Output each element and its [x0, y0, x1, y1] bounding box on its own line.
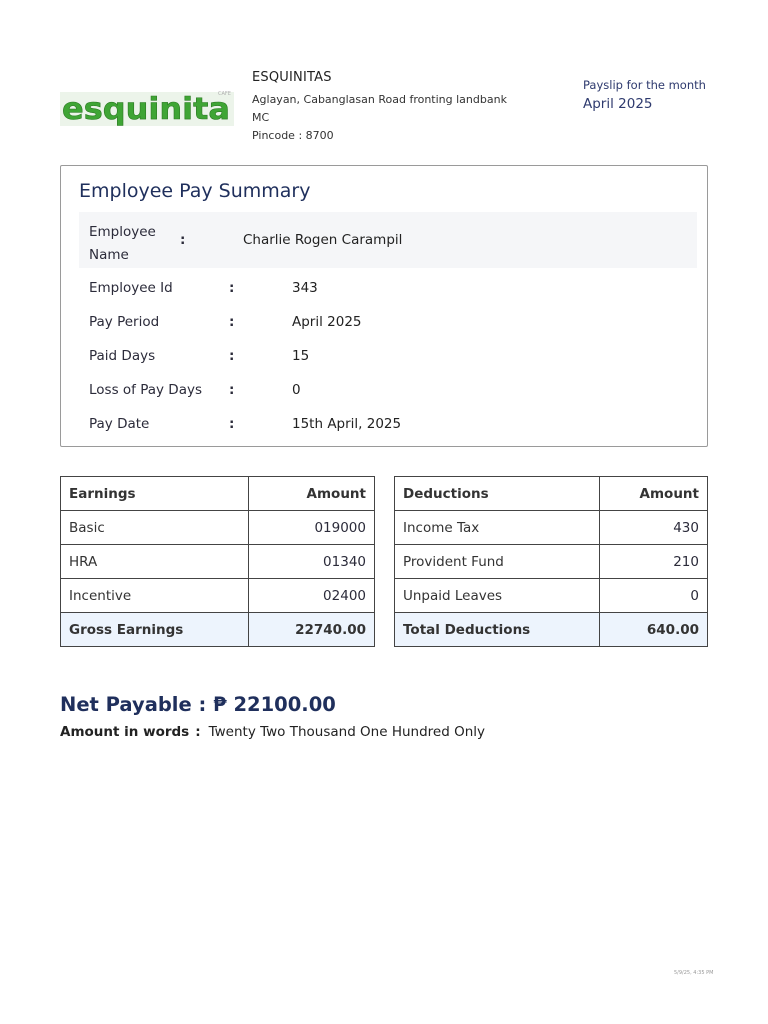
- deduction-label: Provident Fund: [395, 545, 600, 579]
- employee-pay-summary: [60, 165, 708, 447]
- deduction-amount: 0: [599, 579, 707, 613]
- company-address-line2: MC: [252, 111, 270, 124]
- deductions-header-row: [395, 477, 708, 511]
- earnings-row: [61, 545, 375, 579]
- earning-label: HRA: [61, 545, 249, 579]
- summary-row-paid-days: [89, 348, 689, 372]
- amount-in-words-label: Amount in words: [60, 724, 190, 740]
- summary-colon: :: [229, 348, 235, 364]
- summary-value: 15th April, 2025: [292, 416, 402, 432]
- company-info: [252, 70, 542, 145]
- earning-label: Incentive: [61, 579, 249, 613]
- deductions-row: [395, 579, 708, 613]
- total-deductions-label: Total Deductions: [395, 613, 600, 647]
- deductions-row: [395, 545, 708, 579]
- summary-label: Pay Date: [89, 416, 150, 432]
- amount-in-words: [60, 724, 485, 740]
- logo-wordmark: esquinita: [62, 92, 230, 127]
- summary-colon: :: [229, 416, 235, 432]
- summary-value: April 2025: [292, 314, 362, 330]
- earning-amount: 01340: [249, 545, 375, 579]
- summary-colon: :: [229, 314, 235, 330]
- deductions-table: [394, 476, 708, 647]
- deduction-label: Income Tax: [395, 511, 600, 545]
- company-logo: [60, 86, 234, 128]
- earning-amount: 019000: [249, 511, 375, 545]
- summary-row-employee-name: [79, 212, 697, 268]
- deduction-label: Unpaid Leaves: [395, 579, 600, 613]
- gross-earnings-row: [61, 613, 375, 647]
- summary-value: 0: [292, 382, 301, 398]
- summary-value: 343: [292, 280, 318, 296]
- earnings-table: [60, 476, 375, 647]
- print-timestamp: 5/9/25, 4:35 PM: [674, 970, 714, 976]
- deductions-row: [395, 511, 708, 545]
- earnings-row: [61, 511, 375, 545]
- amount-in-words-colon: :: [195, 724, 201, 740]
- summary-colon: :: [229, 280, 235, 296]
- total-deductions-amount: 640.00: [599, 613, 707, 647]
- deduction-amount: 210: [599, 545, 707, 579]
- gross-earnings-label: Gross Earnings: [61, 613, 249, 647]
- summary-label: Employee Id: [89, 280, 173, 296]
- earnings-header-row: [61, 477, 375, 511]
- summary-title: Employee Pay Summary: [79, 180, 311, 202]
- company-pincode: Pincode : 8700: [252, 129, 334, 142]
- summary-label: Paid Days: [89, 348, 156, 364]
- earnings-header-label: Earnings: [61, 477, 249, 511]
- logo-subtext: CAFE: [218, 91, 231, 97]
- summary-colon: :: [180, 232, 186, 248]
- summary-row-pay-date: [89, 416, 689, 440]
- gross-earnings-amount: 22740.00: [249, 613, 375, 647]
- total-deductions-row: [395, 613, 708, 647]
- earning-label: Basic: [61, 511, 249, 545]
- earning-amount: 02400: [249, 579, 375, 613]
- summary-label: Loss of Pay Days: [89, 382, 202, 398]
- summary-value: Charlie Rogen Carampil: [243, 232, 403, 248]
- payslip-month: April 2025: [583, 96, 653, 112]
- summary-row-loss-of-pay-days: [89, 382, 689, 406]
- company-name: ESQUINITAS: [252, 70, 332, 85]
- summary-row-employee-id: [89, 280, 689, 304]
- earnings-header-amount: Amount: [249, 477, 375, 511]
- deduction-amount: 430: [599, 511, 707, 545]
- summary-colon: :: [229, 382, 235, 398]
- earnings-row: [61, 579, 375, 613]
- summary-value: 15: [292, 348, 310, 364]
- payslip-label: Payslip for the month: [583, 78, 706, 92]
- deductions-header-label: Deductions: [395, 477, 600, 511]
- net-payable: Net Payable : ₱ 22100.00: [60, 693, 336, 716]
- company-address-line1: Aglayan, Cabanglasan Road fronting landbank: [252, 93, 507, 106]
- payslip-header: [60, 60, 708, 150]
- summary-label: Pay Period: [89, 314, 160, 330]
- amount-in-words-value: Twenty Two Thousand One Hundred Only: [208, 724, 486, 740]
- deductions-header-amount: Amount: [599, 477, 707, 511]
- payslip-period: [583, 78, 708, 112]
- summary-label: Employee Name: [89, 224, 156, 263]
- summary-row-pay-period: [89, 314, 689, 338]
